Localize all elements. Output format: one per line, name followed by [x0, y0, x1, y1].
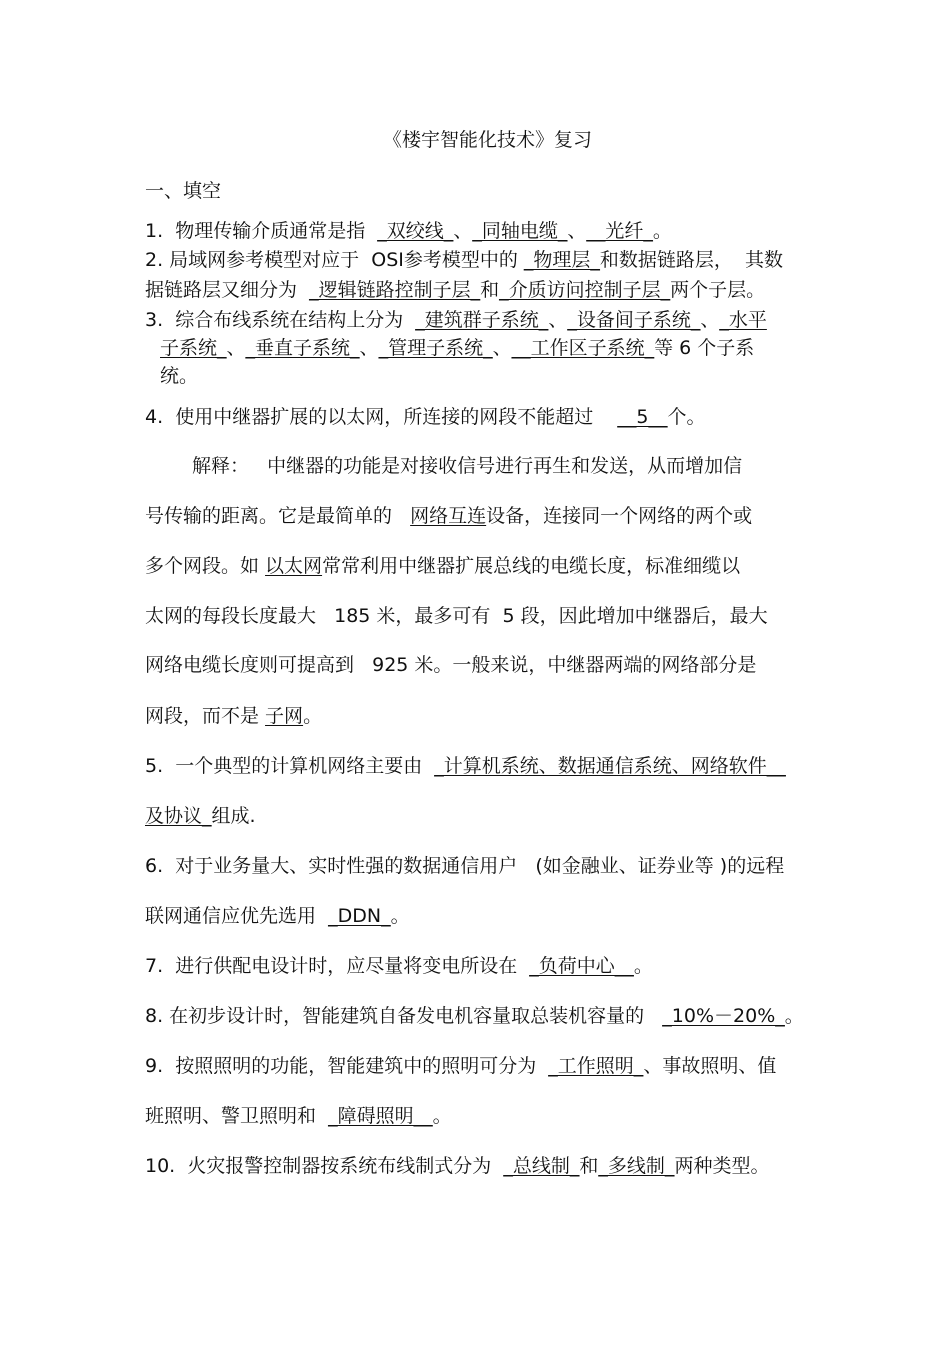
- question-text: 网段，而不是: [145, 705, 266, 727]
- question-text: 太网的每段长度最大 185 米，最多可有 5 段，因此增加中继器后，最大: [145, 605, 768, 627]
- answer-blank: 以太网: [265, 555, 323, 577]
- question-line-e4: [145, 602, 768, 630]
- question-text: 据链路层又细分为: [145, 279, 310, 301]
- answer-blank: _双绞线_: [377, 220, 454, 242]
- answer-blank: _水平: [719, 309, 767, 331]
- answer-blank: _建筑群子系统_: [415, 309, 549, 331]
- answer-blank: 及协议_: [145, 805, 212, 827]
- answer-blank: _介质访问控制子层_: [499, 279, 671, 301]
- question-text: 。: [784, 1005, 804, 1027]
- question-text: 号传输的距离。它是最简单的: [145, 505, 411, 527]
- answer-blank: _逻辑链路控制子层_: [309, 279, 481, 301]
- question-text: 、: [453, 220, 473, 242]
- question-text: 设备，连接同一个网络的两个或: [486, 505, 753, 527]
- question-text: 、: [700, 309, 720, 331]
- question-text: 3. 综合布线系统在结构上分为: [145, 309, 416, 331]
- question-text: 、: [567, 220, 587, 242]
- question-text: 8. 在初步设计时，智能建筑自备发电机容量取总装机容量的: [145, 1005, 663, 1027]
- question-text: 、: [359, 337, 379, 359]
- question-text: 、事故照明、值: [643, 1055, 777, 1077]
- question-line-q3b: [160, 334, 754, 362]
- answer-blank: _负荷中心__: [529, 955, 634, 977]
- question-text: 1. 物理传输介质通常是指: [145, 220, 378, 242]
- question-text: 6. 对于业务量大、实时性强的数据通信用户 (如金融业、证券业等 )的远程: [145, 855, 785, 877]
- question-text: 和: [480, 279, 500, 301]
- question-line-e6: [145, 702, 322, 730]
- answer-blank: _物理层_: [523, 249, 600, 271]
- question-text: 2. 局域网参考模型对应于 OSI参考模型中的: [145, 249, 524, 271]
- document-title: 《楼宇智能化技术》复习: [383, 129, 593, 151]
- answer-blank: _障碍照明__: [328, 1105, 433, 1127]
- question-line-q9b: [145, 1102, 452, 1130]
- question-line-q5b: [145, 802, 256, 830]
- question-line-q6a: [145, 852, 784, 880]
- question-text: 和数据链路层， 其数: [599, 249, 784, 271]
- question-text: 。: [432, 1105, 452, 1127]
- question-text: 9. 按照照明的功能，智能建筑中的照明可分为: [145, 1055, 549, 1077]
- question-text: 网络电缆长度则可提高到 925 米。一般来说，中继器两端的网络部分是: [145, 654, 757, 676]
- question-text: 多个网段。如: [145, 555, 266, 577]
- question-text: 。: [390, 905, 410, 927]
- question-line-q4: [145, 403, 705, 431]
- question-text: 。: [303, 705, 323, 727]
- question-text: 、: [226, 337, 246, 359]
- answer-blank: _设备间子系统_: [567, 309, 701, 331]
- question-line-q2b: [145, 276, 765, 304]
- question-text: 等 6 个子系: [654, 337, 755, 359]
- question-text: 5. 一个典型的计算机网络主要由: [145, 755, 435, 777]
- answer-blank: 网络互连: [410, 505, 487, 527]
- question-text: 。: [633, 955, 653, 977]
- question-line-q6b: [145, 902, 410, 930]
- answer-blank: __5__: [617, 406, 668, 428]
- question-line-e2: [145, 502, 752, 530]
- question-line-e1: [192, 452, 742, 480]
- section-heading: 一、填空: [145, 180, 222, 202]
- answer-blank: _多线制_: [598, 1155, 675, 1177]
- question-text: 4. 使用中继器扩展的以太网，所连接的网段不能超过: [145, 406, 618, 428]
- question-text: 、: [548, 309, 568, 331]
- question-text: 、: [492, 337, 512, 359]
- question-text: 和: [579, 1155, 599, 1177]
- question-text: 两种类型。: [674, 1155, 770, 1177]
- question-line-q3a: [145, 306, 767, 334]
- question-text: 解释： 中继器的功能是对接收信号进行再生和发送，从而增加信: [192, 455, 743, 477]
- question-text: 10. 火灾报警控制器按系统布线制式分为: [145, 1155, 504, 1177]
- answer-blank: _10%－20%_: [662, 1005, 785, 1027]
- question-text: 7. 进行供配电设计时，应尽量将变电所设在: [145, 955, 530, 977]
- answer-blank: _管理子系统_: [378, 337, 493, 359]
- question-line-q9a: [145, 1052, 776, 1080]
- question-line-q1: [145, 217, 672, 245]
- question-line-q10: [145, 1152, 769, 1180]
- question-text: 个。: [667, 406, 706, 428]
- question-text: 联网通信应优先选用: [145, 905, 329, 927]
- question-text: 统。: [160, 365, 199, 387]
- question-text: 。: [652, 220, 672, 242]
- answer-blank: _DDN_: [328, 905, 391, 927]
- question-line-q5a: [145, 752, 786, 780]
- question-text: 班照明、警卫照明和: [145, 1105, 329, 1127]
- question-line-q8: [145, 1002, 804, 1030]
- answer-blank: 子网: [265, 705, 304, 727]
- answer-blank: _工作照明_: [548, 1055, 644, 1077]
- question-line-e3: [145, 552, 740, 580]
- answer-blank: _总线制_: [503, 1155, 580, 1177]
- question-line-q3c: [160, 362, 198, 390]
- question-line-q7: [145, 952, 653, 980]
- question-text: 组成.: [211, 805, 256, 827]
- answer-blank: 子系统_: [160, 337, 227, 359]
- question-line-e5: [145, 651, 756, 679]
- question-text: 常常利用中继器扩展总线的电缆长度，标准细缆以: [322, 555, 741, 577]
- question-line-q2a: [145, 246, 783, 274]
- answer-blank: _计算机系统、数据通信系统、网络软件__: [434, 755, 786, 777]
- question-text: 两个子层。: [670, 279, 766, 301]
- answer-blank: _同轴电缆_: [472, 220, 568, 242]
- answer-blank: _垂直子系统_: [245, 337, 360, 359]
- answer-blank: __光纤_: [586, 220, 653, 242]
- answer-blank: __工作区子系统_: [511, 337, 655, 359]
